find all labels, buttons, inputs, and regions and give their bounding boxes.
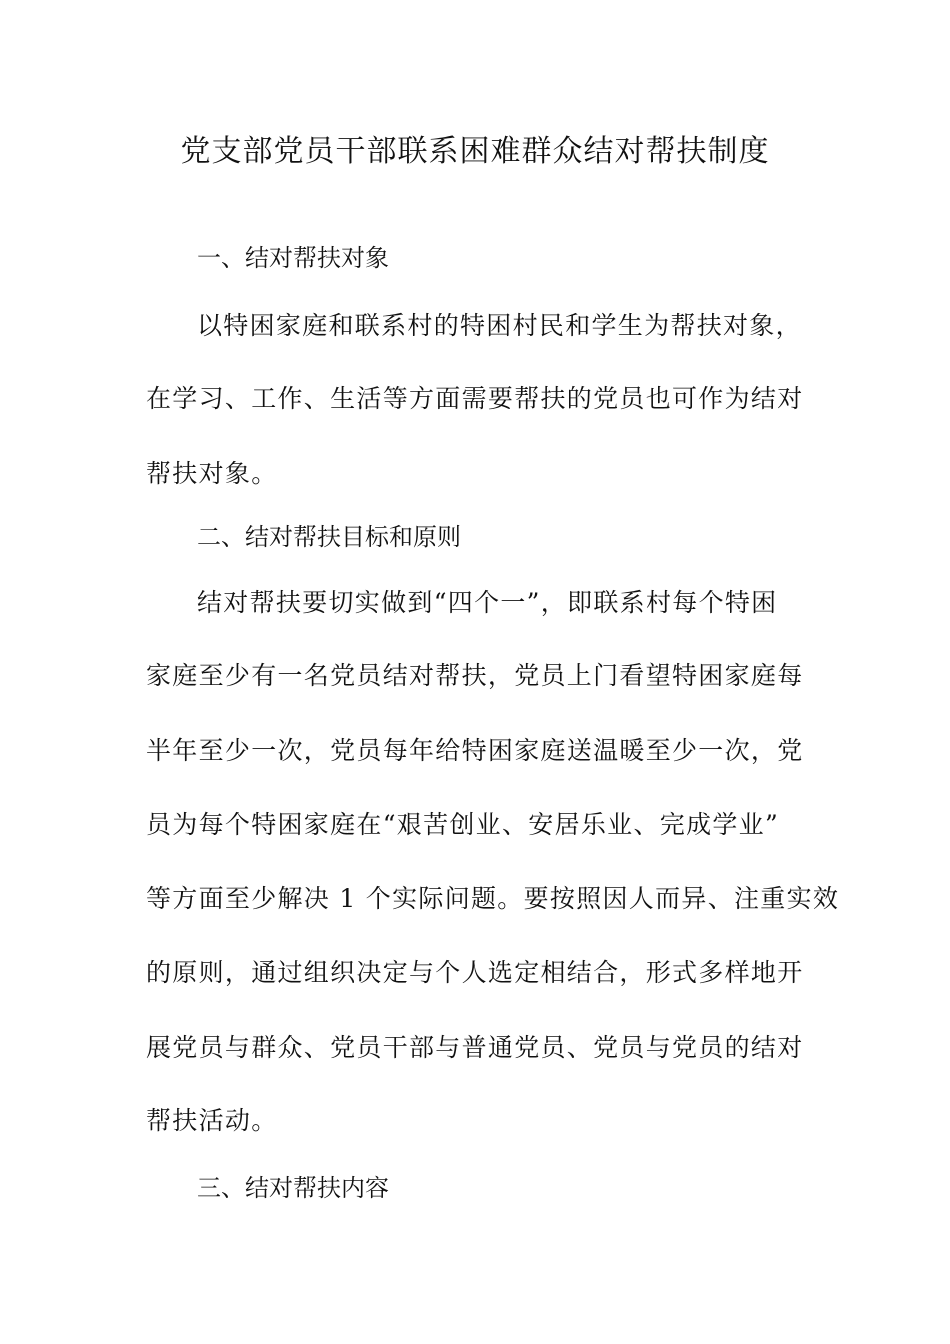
paragraph-line: 在学习、工作、生活等方面需要帮扶的党员也可作为结对	[146, 384, 804, 413]
section-heading-1: 一、结对帮扶对象	[197, 244, 389, 272]
paragraph-line: 结对帮扶要切实做到“四个一”，即联系村每个特困	[197, 588, 778, 617]
paragraph-line: 帮扶对象。	[146, 459, 278, 488]
paragraph-line: 等方面至少解决 1 个实际问题。要按照因人而异、注重实效	[146, 884, 840, 913]
section-heading-2: 二、结对帮扶目标和原则	[197, 523, 461, 551]
document-title: 党支部党员干部联系困难群众结对帮扶制度	[180, 134, 770, 169]
section-heading-3: 三、结对帮扶内容	[197, 1174, 389, 1202]
paragraph-line: 帮扶活动。	[146, 1106, 278, 1135]
paragraph-line: 半年至少一次，党员每年给特困家庭送温暖至少一次，党	[146, 736, 804, 765]
paragraph-line: 的原则，通过组织决定与个人选定相结合，形式多样地开	[146, 958, 804, 987]
paragraph-line: 以特困家庭和联系村的特困村民和学生为帮扶对象，	[197, 311, 802, 340]
paragraph-line: 展党员与群众、党员干部与普通党员、党员与党员的结对	[146, 1033, 804, 1062]
paragraph-line: 家庭至少有一名党员结对帮扶，党员上门看望特困家庭每	[146, 661, 804, 690]
paragraph-line: 员为每个特困家庭在“艰苦创业、安居乐业、完成学业”	[146, 810, 780, 839]
